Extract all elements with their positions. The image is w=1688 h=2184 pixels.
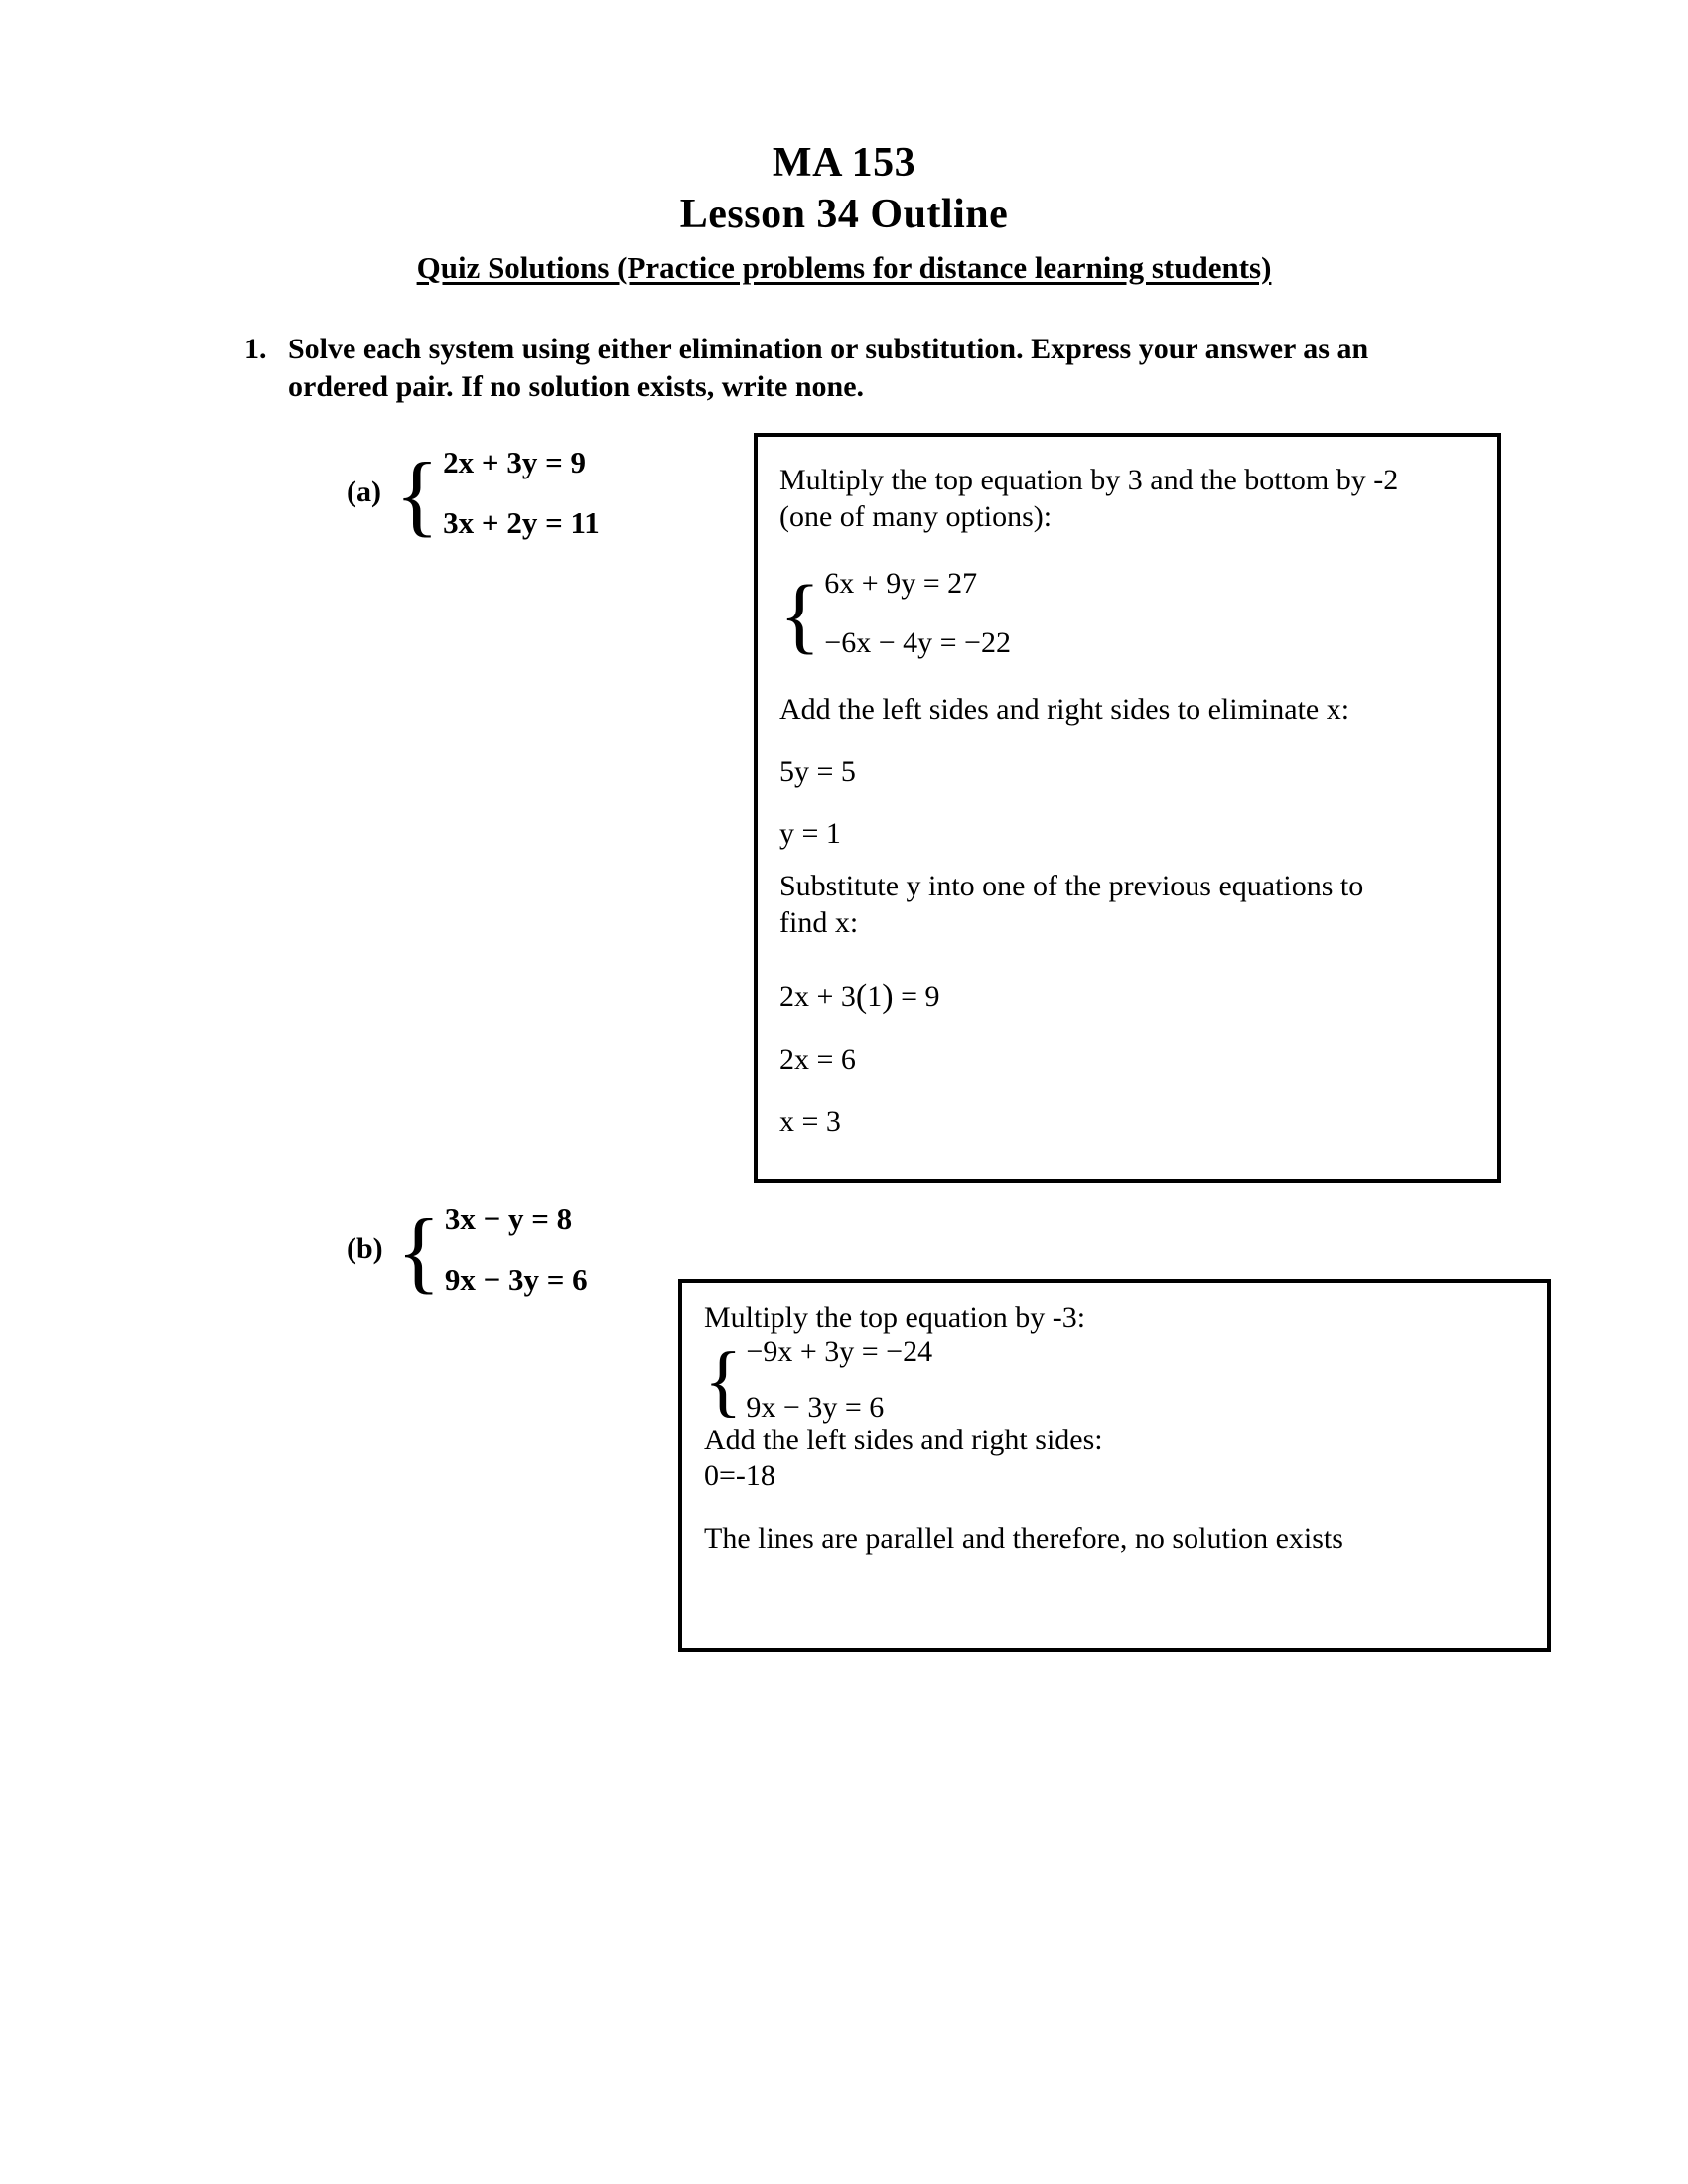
solution-a-system-equation-1: 6x + 9y = 27	[824, 567, 978, 601]
solution-b-system-equation-2: 9x − 3y = 6	[746, 1390, 885, 1424]
solution-b-derived-equations	[746, 1334, 933, 1424]
problem-statement	[244, 331, 1525, 407]
solution-a-step-3-line-2: find x:	[779, 905, 859, 939]
solution-a-equation-7: x = 3	[779, 1105, 841, 1139]
document-header	[0, 139, 1688, 286]
solution-b-step-1: Multiply the top equation by -3:	[704, 1301, 1086, 1334]
solution-b-system-equation-1: −9x + 3y = −24	[746, 1334, 933, 1368]
document-subtitle	[0, 249, 1688, 286]
problem-text-line-1: Solve each system using either elimination or substitution. Express your answer as an	[288, 333, 1369, 365]
system-b-equation-2: 9x − 3y = 6	[444, 1262, 588, 1297]
solution-a-equation-5-before: 2x + 3	[779, 980, 856, 1014]
solution-a-equation-6: 2x = 6	[779, 1042, 856, 1076]
spacer	[779, 853, 1476, 869]
paren-close: )	[882, 978, 894, 1016]
course-title: MA 153	[772, 140, 916, 186]
solution-b-derived-system: { −9x + 3y = −24 9x − 3y = 6	[704, 1334, 933, 1425]
problem-text	[288, 331, 1525, 407]
system-a-equations	[443, 447, 600, 538]
paren-open: (	[855, 978, 868, 1016]
solution-a-step-1-line-2: (one of many options):	[779, 499, 1053, 533]
problem-text-line-2: ordered pair. If no solution exists, write none.	[288, 370, 865, 404]
spacer	[779, 1017, 1476, 1042]
solution-b-conclusion: The lines are parallel and therefore, no solution exists	[704, 1521, 1343, 1555]
solution-a-equation-5	[779, 975, 1476, 1016]
solution-a-equation-5-after: = 9	[893, 980, 940, 1014]
solution-a-step-1-line-1: Multiply the top equation by 3 and the bottom by -2	[779, 464, 1399, 496]
problem-number: 1.	[244, 333, 267, 365]
part-label-a: (a)	[347, 476, 381, 508]
solution-a-step-3-line-1: Substitute y into one of the previous equations to	[779, 869, 1364, 902]
problem-row	[244, 331, 1525, 407]
solution-a-equation-3: 5y = 5	[779, 754, 856, 788]
solution-a-equation-4: y = 1	[779, 817, 841, 851]
document-subtitle-text: Quiz Solutions (Practice problems for distance learning students)	[416, 249, 1272, 285]
solution-a-system-equation-2: −6x − 4y = −22	[824, 626, 1011, 660]
solution-box-a	[754, 433, 1501, 1183]
system-a-equation-2: 3x + 2y = 11	[443, 505, 600, 540]
solution-a-derived-system: { 6x + 9y = 27 −6x − 4y = −22	[779, 567, 1011, 663]
system-b-equations	[445, 1203, 588, 1295]
solution-a-equation-5-inner: 1	[867, 980, 883, 1014]
system-a-equation-1: 2x + 3y = 9	[443, 445, 586, 479]
system-b-equation-1: 3x − y = 8	[444, 1201, 573, 1236]
spacer	[779, 535, 1476, 569]
spacer	[779, 658, 1476, 692]
solution-box-b	[678, 1279, 1551, 1652]
spacer	[779, 941, 1476, 975]
solution-b-step-2: Add the left sides and right sides:	[704, 1423, 1103, 1456]
part-label-b: (b)	[347, 1232, 383, 1265]
solution-b-result: 0=-18	[704, 1459, 775, 1493]
lesson-title: Lesson 34 Outline	[679, 192, 1009, 238]
solution-a-derived-equations	[824, 569, 1011, 658]
system-b: (b) { 3x − y = 8 9x − 3y = 6	[347, 1200, 588, 1301]
spacer	[704, 1495, 1525, 1521]
system-a: (a) { 2x + 3y = 9 3x + 2y = 11	[347, 444, 600, 545]
spacer	[779, 790, 1476, 816]
spacer	[779, 1078, 1476, 1104]
solution-a-step-2: Add the left sides and right sides to eliminate x:	[779, 693, 1350, 727]
spacer	[779, 729, 1476, 754]
